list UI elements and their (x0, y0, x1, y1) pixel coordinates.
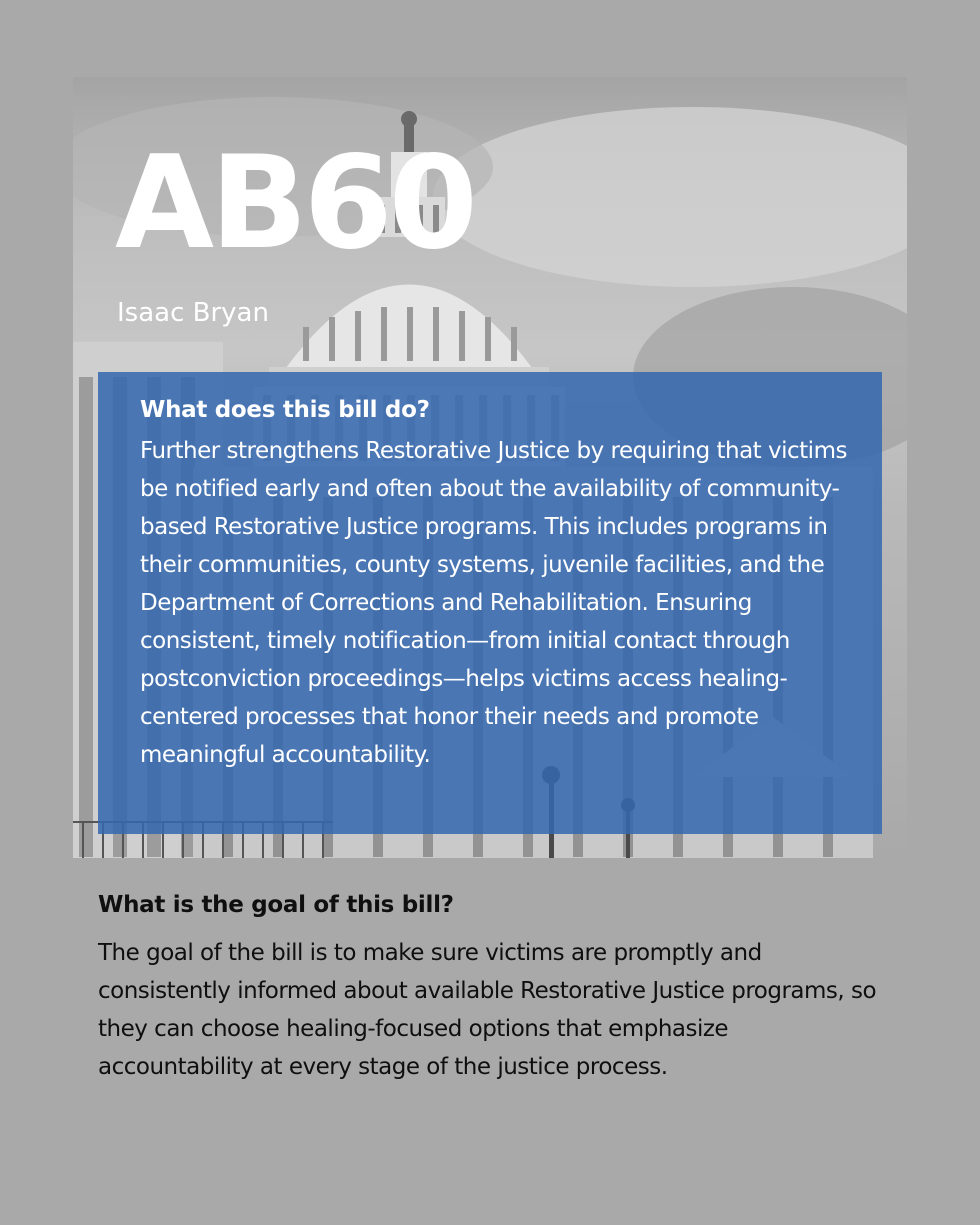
goal-section (98, 885, 888, 1086)
bill-summary-panel (98, 372, 882, 834)
goal-heading: What is the goal of this bill? (98, 892, 454, 918)
what-body: Further strengthens Restorative Justice by requiring that victims be notified early and often about the availability of community-based Restorative Justice programs. This includes programs in their communities, county systems, juvenile facilities, and the Department of Corrections and Rehabilitation. Ensuring consistent, timely notification—from initial contact through postconviction proceedings—helps victims access healing-centered processes that honor their needs and promote meaningful accountability. (140, 438, 847, 768)
what-heading: What does this bill do? (140, 397, 430, 423)
bill-number-title: AB60 (115, 129, 474, 278)
bill-author: Isaac Bryan (117, 298, 269, 328)
hero-banner (73, 77, 907, 858)
goal-body: The goal of the bill is to make sure victims are promptly and consistently informed about available Restorative Justice programs, so they can choose healing-focused options that emphasize accountability at every stage of the justice process. (98, 940, 877, 1080)
